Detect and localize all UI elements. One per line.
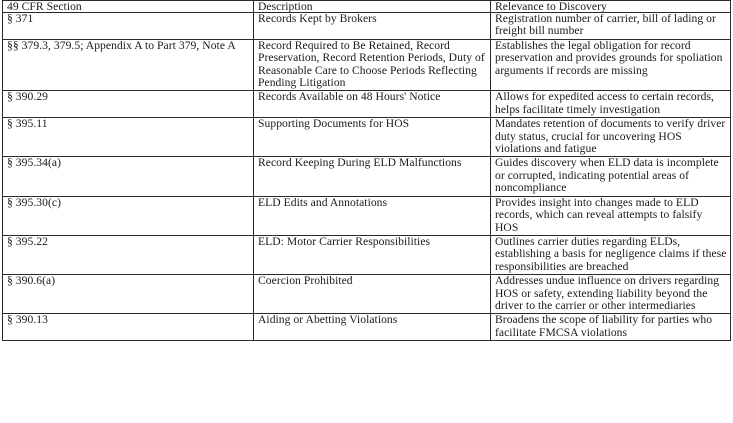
table-row [3, 235, 731, 274]
description-cell: ELD Edits and Annotations [254, 196, 491, 235]
section-cell: §§ 379.3, 379.5; Appendix A to Part 379, Note A [3, 39, 254, 91]
table-row [3, 275, 731, 314]
description-cell: Records Available on 48 Hours' Notice [254, 91, 491, 118]
relevance-cell: Registration number of carrier, bill of lading or freight bill number [491, 13, 731, 40]
header-description: Description [254, 1, 491, 13]
section-cell: § 395.34(a) [3, 157, 254, 196]
table-row [3, 118, 731, 157]
table-row [3, 91, 731, 118]
description-cell: ELD: Motor Carrier Responsibilities [254, 235, 491, 274]
description-cell: Coercion Prohibited [254, 275, 491, 314]
relevance-cell: Mandates retention of documents to verify driver duty status, crucial for uncovering HOS violations and fatigue [491, 118, 731, 157]
table-row [3, 39, 731, 91]
section-cell: § 390.13 [3, 314, 254, 341]
section-cell: § 395.11 [3, 118, 254, 157]
table-row [3, 13, 731, 40]
relevance-cell: Addresses undue influence on drivers regarding HOS or safety, extending liability beyond the driver to the carrier or other intermediaries [491, 275, 731, 314]
table-header-row [3, 1, 731, 13]
header-relevance: Relevance to Discovery [491, 1, 731, 13]
relevance-cell: Outlines carrier duties regarding ELDs, establishing a basis for negligence claims if these responsibilities are breached [491, 235, 731, 274]
relevance-cell: Establishes the legal obligation for record preservation and provides grounds for spoliation arguments if records are missing [491, 39, 731, 91]
description-cell: Records Kept by Brokers [254, 13, 491, 40]
section-cell: § 371 [3, 13, 254, 40]
section-cell: § 395.30(c) [3, 196, 254, 235]
description-cell: Record Required to Be Retained, Record Preservation, Record Retention Periods, Duty of Reasonable Care to Choose Periods Reflecting Pending Litigation [254, 39, 491, 91]
table-row [3, 314, 731, 341]
relevance-cell: Provides insight into changes made to ELD records, which can reveal attempts to falsify HOS [491, 196, 731, 235]
description-cell: Record Keeping During ELD Malfunctions [254, 157, 491, 196]
section-cell: § 390.29 [3, 91, 254, 118]
description-cell: Supporting Documents for HOS [254, 118, 491, 157]
description-cell: Aiding or Abetting Violations [254, 314, 491, 341]
table-row [3, 157, 731, 196]
relevance-cell: Broadens the scope of liability for parties who facilitate FMCSA violations [491, 314, 731, 341]
section-cell: § 395.22 [3, 235, 254, 274]
section-cell: § 390.6(a) [3, 275, 254, 314]
table-row [3, 196, 731, 235]
relevance-cell: Allows for expedited access to certain records, helps facilitate timely investigation [491, 91, 731, 118]
cfr-table [2, 0, 731, 341]
relevance-cell: Guides discovery when ELD data is incomplete or corrupted, indicating potential areas of noncompliance [491, 157, 731, 196]
header-section: 49 CFR Section [3, 1, 254, 13]
